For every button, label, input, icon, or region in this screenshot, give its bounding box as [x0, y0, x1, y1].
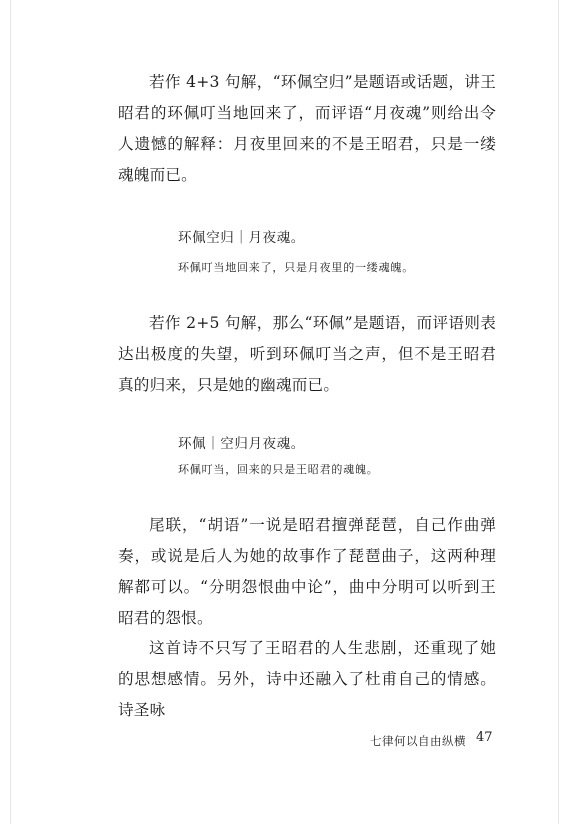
example-line: 环佩｜空归月夜魂。 — [178, 436, 305, 452]
body-paragraph: 若作 4+3 句解，“环佩空归”是题语或话题，讲王昭君的环佩叮当地回来了，而评语“月夜魂”则给出令人遗憾的解释：月夜里回来的不是王昭君，只是一缕魂魄而已。 — [118, 73, 496, 184]
body-paragraph: 若作 2+5 句解，那么“环佩”是题语，而评语则表达出极度的失望，听到环佩叮当之声，但不是王昭君真的归来，只是她的幽魂而已。 — [118, 314, 496, 394]
page-number: 47 — [476, 730, 493, 745]
example-gloss: 环佩叮当地回来了，只是月夜里的一缕魂魄。 — [178, 261, 414, 274]
body-paragraph: 这首诗不只写了王昭君的人生悲剧，还重现了她的思想感情。另外，诗中还融入了杜甫自己的情感。诗圣咏 — [118, 639, 496, 719]
body-paragraph: 尾联，“胡语”一说是昭君擅弹琵琶，自己作曲弹奏，或说是后人为她的故事作了琵琶曲子，这两种理解都可以。“分明怨恨曲中论”，曲中分明可以听到王昭君的怨恨。 — [118, 516, 496, 627]
running-footer-title: 七律何以自由纵横 — [370, 734, 466, 748]
example-line: 环佩空归｜月夜魂。 — [178, 230, 305, 246]
example-gloss: 环佩叮当，回来的只是王昭君的魂魄。 — [178, 463, 379, 476]
